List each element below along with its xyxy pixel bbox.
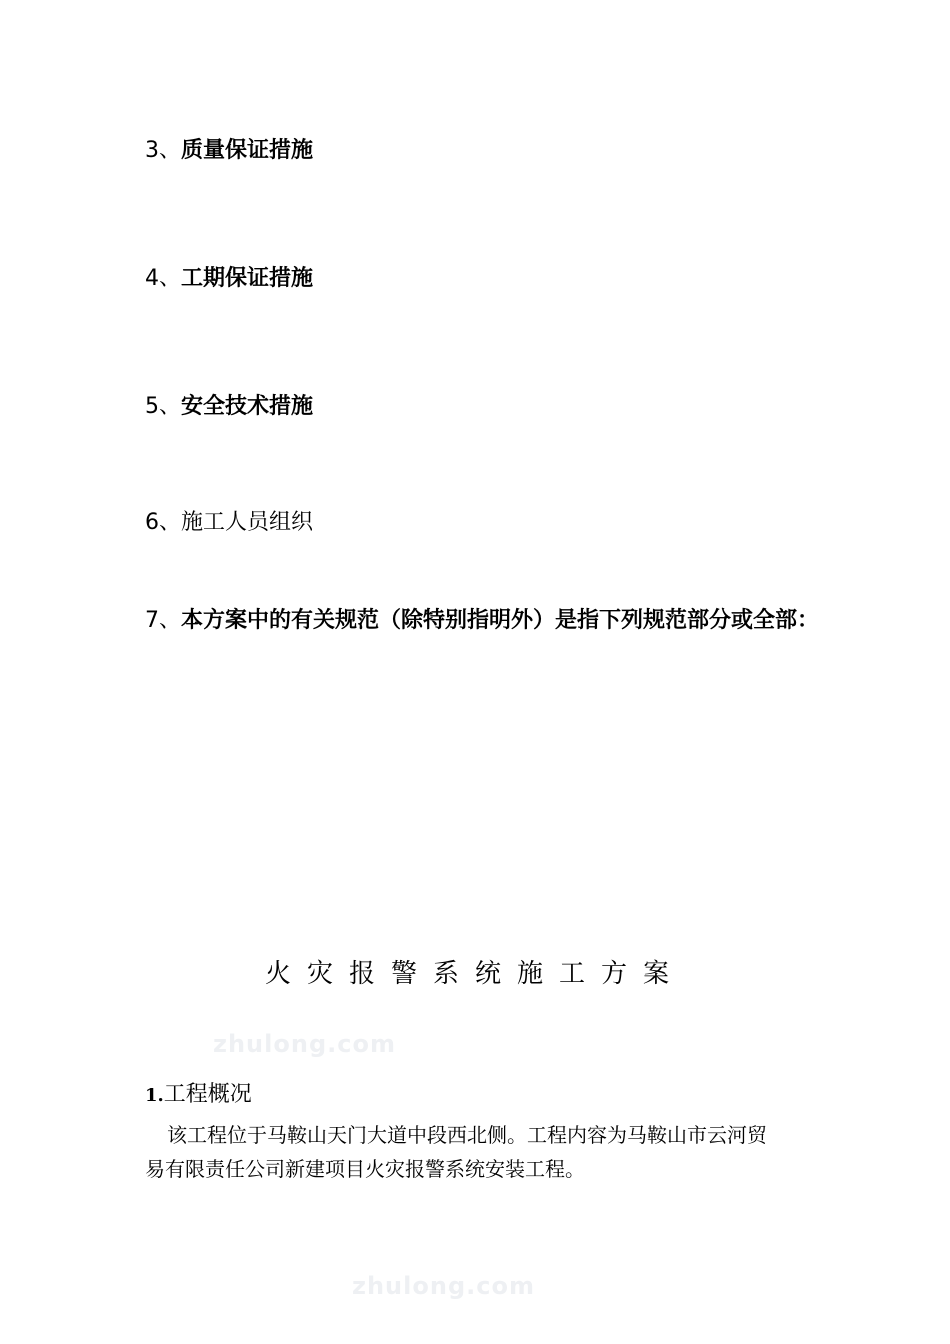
paragraph-line: 易有限责任公司新建项目火灾报警系统安装工程。 <box>145 1157 585 1181</box>
paragraph-line: 该工程位于马鞍山天门大道中段西北侧。工程内容为马鞍山市云河贸 <box>167 1123 767 1147</box>
item-number: 5、 <box>145 394 181 419</box>
watermark: zhulong.com <box>213 1030 396 1058</box>
document-title: 火灾报警系统施工方案 <box>264 959 685 989</box>
list-item-3 <box>145 136 313 166</box>
section-paragraph <box>145 1118 835 1186</box>
item-number: 3、 <box>145 138 181 163</box>
item-number: 6、 <box>145 510 181 535</box>
item-text: 安全技术措施 <box>181 394 314 419</box>
item-number: 4、 <box>145 266 181 291</box>
list-item-4 <box>145 264 313 294</box>
watermark: zhulong.com <box>352 1272 535 1300</box>
item-text: 本方案中的有关规范（除特别指明外）是指下列规范部分或全部： <box>181 608 820 633</box>
list-item-6 <box>145 508 313 538</box>
section-title: 工程概况 <box>163 1082 252 1107</box>
item-text: 施工人员组织 <box>181 510 314 535</box>
item-text: 工期保证措施 <box>181 266 314 291</box>
item-text: 质量保证措施 <box>181 138 314 163</box>
list-item-7 <box>145 606 819 636</box>
item-number: 7、 <box>145 608 181 633</box>
section-number: 1. <box>145 1085 164 1106</box>
section-heading <box>145 1080 252 1111</box>
list-item-5 <box>145 392 313 422</box>
